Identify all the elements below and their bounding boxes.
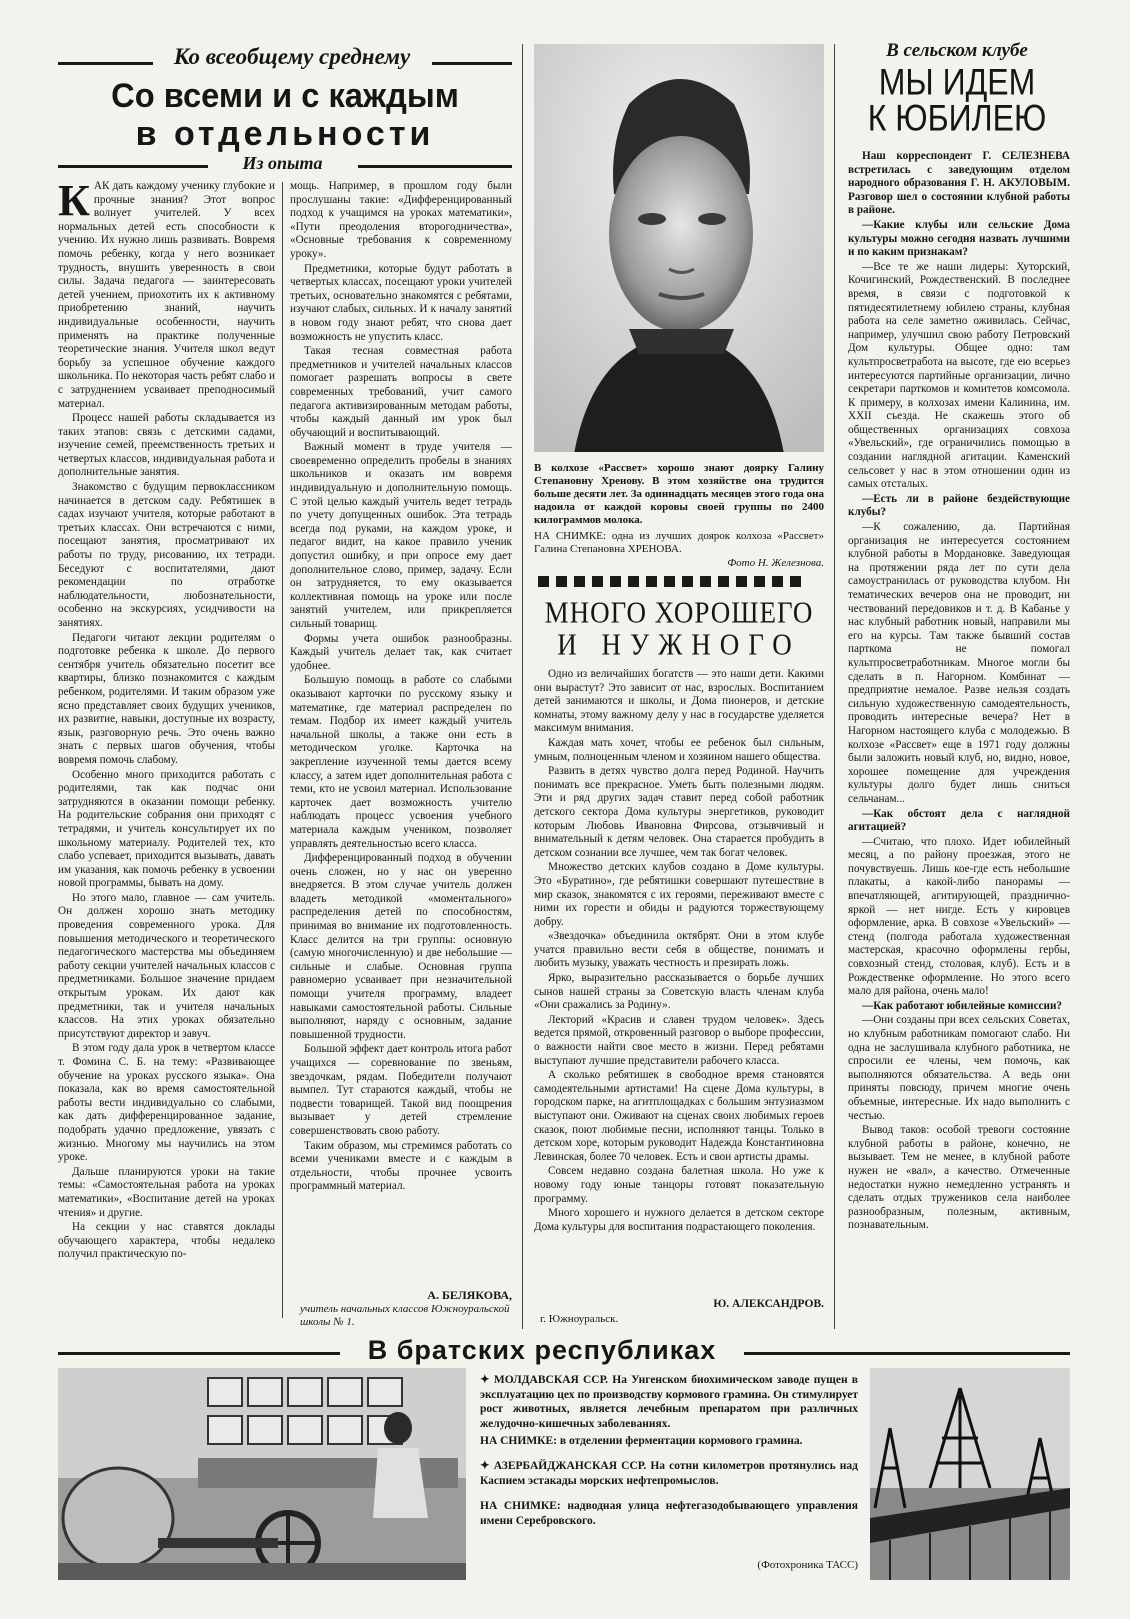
question: —Как обстоят дела с наглядной агитацией? xyxy=(848,807,1070,834)
paragraph: Ярко, выразительно рассказывается о борьбе лучших сынов нашей страны за Советскую власть членам клуба «Они сражались за Родину». xyxy=(534,972,824,1012)
article2-signature: Ю. АЛЕКСАНДРОВ. xyxy=(713,1298,824,1310)
photo1-caption-lead: В колхозе «Рассвет» хорошо знают доярку Галину Степановну Хренову. В этом хозяйстве она трудится больше десяти лет. За одиннадцать месяцев этого года она надоила от каждой коровы своей группы по 2400 килограммов молока. xyxy=(534,462,824,526)
paragraph: Лекторий «Красив и славен трудом человек». Здесь ведется прямой, откровенный разговор о выборе профессии, о важности найти свое место в жизни. Перед ребятами выступают лучшие представители рабочего класса. xyxy=(534,1013,824,1067)
paragraph: Предметники, которые будут работать в четвертых классах, посещают уроки учителей третьих, основательно знакомятся с ребятами, изучают слабых, сильных. И к началу занятий в новом году знают ребят, что снова дает возможность не упустить класс. xyxy=(290,262,512,343)
paragraph: Знакомство с будущим первоклассником начинается в детском саду. Ребятишек в садах изучают учителя, которые работают в третьих классах. Они встречаются с ними, посещают занятия, просматривают их работы по труду, рисованию, их тетради. Беседуют с воспитателями, дают рекомендации по отработке наблюдательности, любознательности, особенно на экскурсиях, усидчивости на занятиях. xyxy=(58,481,275,629)
paragraph: «Звездочка» объединила октябрят. Они в этом клубе учатся правильно вести себя в обществе, понимать и любить музыку, уважать честность и презирать ложь. xyxy=(534,930,824,970)
paragraph: Большую помощь в работе со слабыми оказывают карточки по русскому языку и математике, где материал распределен по темам. Подбор их имеет каждый учитель начальной школы, а также они есть в методическом уголке. Карточка на закрепление изученной темы дается всему классу, а затем идет дополнительная работа с теми, кто не усвоил материал. Использование карточек дает возможность учителю наблюдать процесс усвоения учебного материала каждым учеником, позволяет управлять деятельностью всего класса. xyxy=(290,674,512,850)
article3-title-line1: МЫ ИДЕМ xyxy=(878,61,1036,103)
photo1-credit: Фото Н. Железнова. xyxy=(727,557,824,569)
article1-col1-text xyxy=(58,180,275,1262)
paragraph: Формы учета ошибок разнообразны. Каждый учитель делает так, как считает удобнее. xyxy=(290,632,512,672)
bottom-item2-caption: НА СНИМКЕ: надводная улица нефтегазодобывающего управления имени Серебровского. xyxy=(480,1500,858,1527)
bottom-item2-text xyxy=(480,1459,858,1488)
answer: —Все те же наши лидеры: Хуторский, Кочигинский, Рождественский. В последнее время, в связи с подготовкой к пятидесятилетнему юбилею страны, клубная работа на селе заметно оживилась. Сейчас, например, улучшил свою работу Петровский Дом культуры. Общее одно: там культпросветработа на высоте, где ею всерьез интересуются партийные организации, лично секретари парткомов и комитетов комсомола. К примеру, в колхозах имени Калинина, им. XXII съезда. Не скажешь этого об общественных организациях совхоза «Увельский», где ограничились помощью в создании наглядной агитации. Каменский сельсовет у нас в этом отношении один из самых отсталых. xyxy=(848,260,1070,491)
portrait-image xyxy=(534,44,824,452)
article1-signature-role: учитель начальных классов Южноуральской школы № 1. xyxy=(300,1303,510,1328)
article3-body xyxy=(848,150,1070,1330)
paragraph: Множество детских клубов создано в Доме культуры. Это «Буратино», где ребятишки совершают путешествие в мир сказок, знакомятся с их героями, переживают вместе с ними их горести и обиды и радуются торжествующему добру. xyxy=(534,861,824,928)
answer: —Считаю, что плохо. Идет юбилейный месяц, а по району проезжая, этого не почувствуешь. Лишь кое-где есть небольшие плакаты, а какой-либо панорамы — впечатляющей, агитирующей, празднично-яркой — нет нигде. Есть у кировцев оформление, арка. В совхозе «Увельский» — стенд (полгода работала художественная мастерская, красочно оформлены гербы, совхозный стенд, столовая, клуб). Есть и в Рождественке оформление. Но этого всего мало для района, очень мало! xyxy=(848,835,1070,998)
paragraph: Процесс нашей работы складывается из таких этапов: связь с детскими садами, изучение семей, преемственность третьих и четвертых классов, индивидуальная работа и дополнительные занятия. xyxy=(58,412,275,479)
article1-signature-name: А. БЕЛЯКОВА, xyxy=(427,1288,512,1302)
article1-column-1 xyxy=(58,180,275,1320)
diamond-bullet-icon: ✦ xyxy=(480,1374,494,1386)
article2-place: г. Южноуральск. xyxy=(540,1313,619,1325)
column-divider xyxy=(522,44,523,1329)
answer: —Они созданы при всех сельских Советах, но клубным работникам помогают слабо. Ни одна не заслушивала клубного работника, не спросили ее члены, чем помочь, как выполняются обязательства. А ведь они приняты повсюду, причем многие очень объемные, интересные. Их надо выполнить с честью. xyxy=(848,1014,1070,1122)
rubric-rule-right xyxy=(358,165,512,168)
paragraph: Таким образом, мы стремимся работать со всеми учениками вместе и с каждым в отдельности, чтобы прочнее усвоить программный материал. xyxy=(290,1139,512,1193)
paragraph: А сколько ребятишек в свободное время становятся самодеятельными артистами! На сцене Дома культуры, в городском парке, на агитплощадках с большим энтузиазмом выступают они. Оживают на сценах своих любимых героев сказок, поют любимые песни, исполняют танцы. Только в детском хоре, которым руководит Надежда Константиновна Левинская, более 70 человек. Есть и свои артисты драмы. xyxy=(534,1069,824,1163)
paragraph: АК дать каждому ученику глубокие и прочные знания? Этот вопрос волнует учителей. У всех нормальных детей есть способности к учению. Их нужно лишь развивать. Вовремя помочь ребенку, когда у него возникает трудность, внушить уверенность в свои силы. Задача педагога — заинтересовать детей учением, приохотить их к активному приобретению знаний, научить индивидуальные особенности, научить применять на практике полученные теоретические знания. Учителя школ ведут борьбу за успешное обучение каждого школьника. По некоторая часть ребят слабо и с затруднением усваивает преподносимый материал. xyxy=(58,180,275,410)
banner-rule-left xyxy=(58,1352,340,1355)
question: —Как работают юбилейные комиссии? xyxy=(862,999,1062,1012)
oil-platform-photo xyxy=(870,1368,1070,1580)
paragraph: Дальше планируются уроки на такие темы: «Самостоятельная работа на уроках математики», «Воспитание детей на уроках чтения» и другие. xyxy=(58,1165,275,1219)
paragraph: Важный момент в труде учителя — своевременно определить пробелы в знаниях школьников и оказать им вовремя индивидуальную и дополнительную помощь. С этой целью каждый учитель ведет тетрадь по учету допущенных ошибок. Эта тетрадь всегда под руками, на каждом уроке, и педагог видит, на какое правило ученик допустил ошибку, и при опросе ему дает дополнительное слово, пример, задачу. Если он затрудняется, то ему оказывается коллективная помощь на уроке или после занятий учителем, или прикрепляется сильный товарищ. xyxy=(290,441,512,630)
question: —Есть ли в районе бездействующие клубы? xyxy=(848,492,1070,519)
paragraph: В этом году дала урок в четвертом классе т. Фомина С. Б. на тему: «Развивающее обучение на уроках русского языка». Она показала, как во время самостоятельной работы вести индивидуально со слабыми, как дать дифференцированное задание, подобрать удачно предложение, увязать с жизнью. Многому мы научились на этом уроке. xyxy=(58,1042,275,1164)
conclusion: Вывод таков: особой тревоги состояние клубной работы в районе, конечно, не вызывает. Тем не менее, в клубной работе нужен не «вал», а качество. Отмеченные недостатки нужно немедленно устранять и сделать отдых тружеников села наиболее разнообразным, полезным, активным, познавательным. xyxy=(848,1124,1070,1232)
bottom-banner: В братских республиках xyxy=(367,1335,717,1365)
column-divider xyxy=(834,44,835,1329)
article2-title-line2: И НУЖНОГО xyxy=(557,626,801,662)
paragraph: Дифференцированный подход в обучении очень сложен, но у нас он уверенно внедряется. В этом случае учитель должен владеть методикой «моментального» распределения детей по способностям, принимая во внимание их подготовленность. Класс делится на три группы: основную (самую многочисленную) и две небольшие — сильные и слабые. Основная группа равномерно усваивает при незначительной помощи учителя программу, владеет навыками самостоятельной работы. Сильные выполняют, наряду с основным, задание повышенной трудности. xyxy=(290,852,512,1041)
decorative-squares xyxy=(538,576,801,587)
banner-rule-right xyxy=(744,1352,1070,1355)
article2-body xyxy=(534,668,824,1298)
bottom-credit: (Фотохроника ТАСС) xyxy=(757,1559,858,1571)
rubric-rule-left xyxy=(58,165,208,168)
item2-text: АЗЕРБАЙДЖАНСКАЯ ССР. На сотни километров протянулись над Каспием эстакады морских нефтепромыслов. xyxy=(480,1460,858,1487)
article3-lead: Наш корреспондент Г. СЕЛЕЗНЕВА встретилась с заведующим отделом народного образования Г. Н. АКУЛОВЫМ. Разговор шел о состоянии клубной работы в районе. xyxy=(848,150,1070,217)
article1-column-2 xyxy=(290,180,512,1270)
paragraph: Но этого мало, главное — сам учитель. Он должен хорошо знать методику проведения современного урока. Для повышения методического и теоретического педагогического мастерства мы объединяем работу секции учителей начальных классов с предметниками. Большое значение придаем открытым урокам. Их дают как предметники, так и учителя начальных классов. На этих уроках обязательно присутствуют директор и завуч. xyxy=(58,891,275,1040)
column-divider xyxy=(282,182,283,1318)
paragraph: Одно из величайших богатств — это наши дети. Какими они вырастут? Это зависит от нас, взрослых. Воспитанием детей занимаются и школы, и Дома пионеров, и детские комнаты, этому важному делу у нас в государстве уделяется максимум внимания. xyxy=(534,668,824,735)
factory-image xyxy=(58,1368,466,1580)
paragraph: На секции у нас ставятся доклады обучающего характера, чтобы недалеко получил практическую по- xyxy=(58,1221,275,1261)
factory-photo xyxy=(58,1368,466,1580)
article3-kicker: В сельском клубе xyxy=(886,40,1028,61)
bottom-item1-text xyxy=(480,1373,858,1431)
portrait-photo xyxy=(534,44,824,452)
oil-platform-image xyxy=(870,1368,1070,1580)
article1-rubric: Из опыта xyxy=(242,153,323,173)
question: —Какие клубы или сельские Дома культуры можно сегодня назвать лучшими и по каким признакам? xyxy=(848,218,1070,259)
paragraph: Каждая мать хочет, чтобы ее ребенок был сильным, умным, полноценным членом и хозяином нашего общества. xyxy=(534,736,824,763)
paragraph: Большой эффект дает контроль итога работ учащихся — соревнование по звеньям, звездочкам, рядам. Победители получают вымпел. Тут стараются каждый, чтобы не подвести товарищей. Такой вид поощрения вызывает у детей стремление совершенствовать свою работу. xyxy=(290,1043,512,1137)
paragraph: Такая тесная совместная работа предметников и учителей начальных классов помогает разрешать вопросы в свете современных требований, учит самого педагога активизированным методам работы, чтобы каждый данный им урок был обучающий и воспитывающий. xyxy=(290,345,512,439)
article3-title-line2: К ЮБИЛЕЮ xyxy=(867,97,1047,139)
paragraph: Развить в детях чувство долга перед Родиной. Научить понимать все прекрасное. Уметь быть полезными людям. Эти и ряд других задач ставит перед собой работник детского сектора Дома культуры энергетиков, руководит которым Любовь Ивановна Фирсова, отзывчивый и внимательный к детям человек. Она старается пробудить в детском сознании все лучшее, чем так богат человек. xyxy=(534,765,824,859)
kicker-rule-right xyxy=(432,62,512,65)
article1-title-line1: Со всеми и с каждым xyxy=(111,77,459,115)
article1-title-line2: в отдельности xyxy=(135,115,435,153)
article1-dropcap: К xyxy=(58,180,90,225)
paragraph: Много хорошего и нужного делается в детском секторе Дома культуры для воспитания подрастающего поколения. xyxy=(534,1207,824,1233)
article2-title-line1: МНОГО ХОРОШЕГО xyxy=(544,594,814,630)
answer: —К сожалению, да. Партийная организация не интересуется состоянием клубной работы в Мордановке. Заведующая на протяжении ряда лет по сути дела самоустранилась от руководства клубом. Ни тематических вечеров она не проводит, ни чествований передовиков и т. д. В Кабанье у нас клубный работник новый, направили мы его на курсы. Там также бывший состав парткома не помогал культпросветработникам. Многое могли бы сделать в п. Нагорном. Комбинат — предприятие немалое. Разве нельзя создать сильную художественную самодеятельность, проводить интересные вечера? Нет в Нагорном настоящего клуба с молодежью. В колхозе «Рассвет» еще в 1971 году должны были заложить новый клуб, но, видно, новое, хорошее помещение для учреждения культуры долго будет лишь сниться сельчанам... xyxy=(848,521,1070,805)
paragraph: Педагоги читают лекции родителям о подготовке ребенка к школе. До первого сентября учитель обязательно посетит все квартиры, близко познакомится с каждым ребенком, родителями. И таким образом уже ясно представляет своих будущих учеников, их развитие, навыки, доступные их возрасту, язык, разговорную речь. Это очень важно знать с первых шагов обучения, чтобы вовремя помочь слабому. xyxy=(58,631,275,766)
paragraph: мощь. Например, в прошлом году были прослушаны такие: «Дифференцированный подход к учащимся на уроках математики», «Пути преодоления второгодничества», «Основные требования к современному уроку». xyxy=(290,180,512,260)
kicker-rule-left xyxy=(58,62,153,65)
paragraph: Особенно много приходится работать с родителями, так как подчас они затрудняются в оказании помощи ребенку. На родительские собрания они приходят с тетрадями, и учитель консультирует их по школьному материалу. Родителей тех, кто слабо успевает, приходится вызывать, давать им указания, как помочь ребенку в усвоении новой программы, бывать на дому. xyxy=(58,768,275,890)
item1-text: МОЛДАВСКАЯ ССР. На Унгенском биохимическом заводе пущен в эксплуатацию цех по производству кормового грамина. Он стимулирует рост животных, является лечебным препаратом при различных желудочно-кишечных заболеваниях. xyxy=(480,1374,858,1430)
diamond-bullet-icon: ✦ xyxy=(480,1460,494,1472)
bottom-item1-caption: НА СНИМКЕ: в отделении ферментации кормового грамина. xyxy=(480,1435,803,1447)
paragraph: Совсем недавно создана балетная школа. Но уже к новому году юные танцоры готовят показательную программу. xyxy=(534,1165,824,1205)
article1-kicker: Ко всеобщему среднему xyxy=(173,44,411,69)
photo1-caption-na: НА СНИМКЕ: одна из лучших доярок колхоза «Рассвет» Галина Степановна ХРЕНОВА. xyxy=(534,530,824,555)
